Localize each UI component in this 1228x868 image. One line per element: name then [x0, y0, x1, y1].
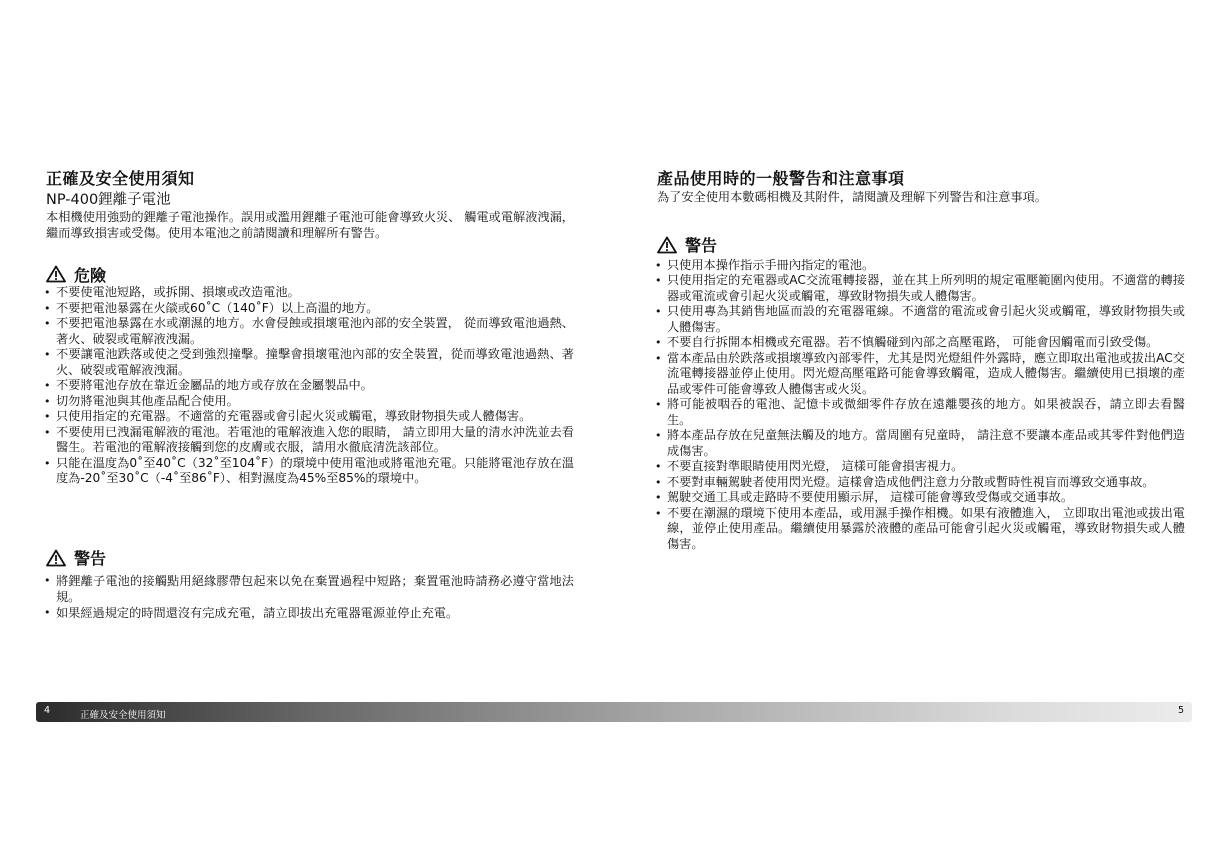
list-item: • 不要將電池存放在靠近金屬品的地方或存放在金屬製品中。: [46, 378, 574, 394]
page-number-left: 4: [44, 705, 51, 716]
list-item: • 不要直接對準眼睛使用閃光燈， 這樣可能會損害視力。: [657, 459, 1185, 475]
section-title: 正確及安全使用須知: [80, 710, 166, 721]
list-item: • 將本產品存放在兒童無法觸及的地方。當周圍有兒童時， 請注意不要讓本產品或其零件對他們造成傷害。: [657, 428, 1185, 459]
list-item: • 只使用指定的充電器。不適當的充電器或會引起火災或觸電，導致財物損失或人體傷害。: [46, 409, 574, 425]
left-page: [46, 168, 574, 621]
danger-list: [46, 285, 574, 487]
list-item: • 不要把電池暴露在火燄或60˚C（140˚F）以上高溫的地方。: [46, 301, 574, 317]
warning-triangle-icon: [46, 549, 66, 567]
warning-triangle-icon: [46, 265, 66, 283]
list-item: • 不要把電池暴露在水或潮濕的地方。水會侵蝕或損壞電池內部的安全裝置， 從而導致電池過熱、著火、破裂或電解液洩漏。: [46, 316, 574, 347]
page-number-right: 5: [1177, 705, 1184, 716]
list-item: • 不要在潮濕的環境下使用本產品，或用濕手操作相機。如果有液體進入， 立即取出電池或拔出電線，並停止使用產品。繼續使用暴露於液體的產品可能會引起火災或觸電，導致財物損失或人體傷害。: [657, 506, 1185, 553]
list-item: • 將鋰離子電池的接觸點用絕緣膠帶包起來以免在棄置過程中短路；棄置電池時請務必遵守當地法規。: [46, 573, 574, 605]
page-title: 正確及安全使用須知: [46, 169, 195, 188]
warning-list: [46, 573, 574, 621]
danger-heading: [46, 263, 574, 285]
list-item: • 不要使電池短路，或拆開、損壞或改造電池。: [46, 285, 574, 301]
list-item: • 只能在溫度為0˚至40˚C（32˚至104˚F）的環境中使用電池或將電池充電。只能將電池存放在溫度為-20˚至30˚C（-4˚至86˚F）、相對濕度為45%至85%的環境中。: [46, 456, 574, 487]
warning-heading-label: 警告: [685, 236, 718, 255]
warning-heading: [657, 234, 1185, 256]
list-item: • 切勿將電池與其他產品配合使用。: [46, 394, 574, 410]
danger-heading-label: 危險: [74, 265, 107, 285]
list-item: • 當本產品由於跌落或損壞導致內部零件，尤其是閃光燈組件外露時，應立即取出電池或拔出AC交流電轉接器並停止使用。閃光燈高壓電路可能會導致觸電，造成人體傷害。繼續使用已損壞的產品或零件可能會導致人體傷害或火災。: [657, 351, 1185, 398]
warning-heading-label: 警告: [74, 549, 107, 568]
list-item: • 不要對車輛駕駛者使用閃光燈。這樣會造成他們注意力分散或暫時性視盲而導致交通事故。: [657, 475, 1185, 491]
page-subtitle: NP-400鋰離子電池: [46, 192, 171, 208]
right-page: [657, 168, 1185, 552]
page-title: 產品使用時的一般警告和注意事項: [657, 169, 905, 188]
list-item: • 如果經過規定的時間還沒有完成充電，請立即拔出充電器電源並停止充電。: [46, 605, 574, 621]
intro-paragraph: 為了安全使用本數碼相機及其附件，請閱讀及理解下列警告和注意事項。: [657, 190, 1047, 204]
list-item: • 只使用指定的充電器或AC交流電轉接器，並在其上所列明的規定電壓範圍內使用。不適當的轉接器或電流或會引起火災或觸電，導致財物損失或人體傷害。: [657, 273, 1185, 304]
list-item: • 不要自行拆開本相機或充電器。若不慎觸碰到內部之高壓電路， 可能會因觸電而引致受傷。: [657, 335, 1185, 351]
warning-list: [657, 258, 1185, 553]
list-item: • 駕駛交通工具或走路時不要使用顯示屏， 這樣可能會導致受傷或交通事故。: [657, 490, 1185, 506]
intro-paragraph: 本相機使用強勁的鋰離子電池操作。誤用或濫用鋰離子電池可能會導致火災、 觸電或電解液洩漏，繼而導致損害或受傷。使用本電池之前請閱讀和理解所有警告。: [46, 210, 574, 240]
list-item: • 只使用本操作指示手冊內指定的電池。: [657, 258, 1185, 274]
list-item: • 不要使用已洩漏電解液的電池。若電池的電解液進入您的眼睛， 請立即用大量的清水沖洗並去看醫生。若電池的電解液接觸到您的皮膚或衣服，請用水徹底清洗該部位。: [46, 425, 574, 456]
list-item: • 將可能被咽吞的電池、記憶卡或微細零件存放在遠離嬰孩的地方。如果被誤吞，請立即去看醫生。: [657, 397, 1185, 428]
list-item: • 不要讓電池跌落或使之受到強烈撞擊。撞擊會損壞電池內部的安全裝置，從而導致電池過熱、著火、破裂或電解液洩漏。: [46, 347, 574, 378]
list-item: • 只使用專為其銷售地區而設的充電器電線。不適當的電流或會引起火災或觸電，導致財物損失或人體傷害。: [657, 304, 1185, 335]
warning-triangle-icon: [657, 236, 677, 254]
footer-bar: [36, 702, 1192, 722]
warning-heading: [46, 547, 574, 569]
